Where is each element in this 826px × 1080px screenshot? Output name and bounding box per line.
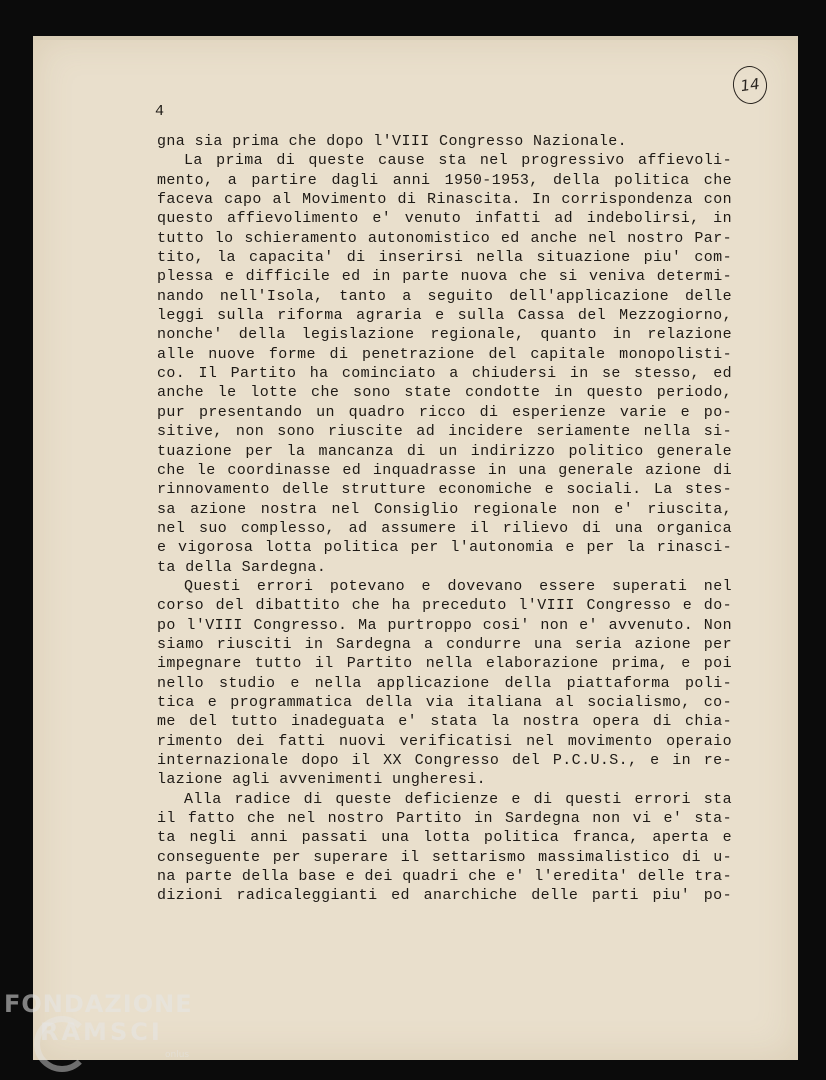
text-line: na parte della base e dei quadri che e' l'eredita' delle tra- — [157, 868, 732, 886]
text-line: leggi sulla riforma agraria e sulla Cassa del Mezzogiorno, — [157, 307, 732, 325]
text-line: nello studio e nella applicazione della piattaforma poli- — [157, 674, 732, 692]
text-line: conseguente per superare il settarismo massimalistico di u- — [157, 848, 732, 866]
text-line: e vigorosa lotta politica per l'autonomia e per la rinasci- — [157, 539, 732, 557]
text-line: impegnare tutto il Partito nella elaborazione prima, e poi — [157, 655, 732, 673]
text-line: pur presentando un quadro ricco di esperienze varie e po- — [157, 403, 732, 421]
text-line: internazionale dopo il XX Congresso del P.C.U.S., e in re- — [157, 752, 732, 769]
text-line: Questi errori potevano e dovevano essere superati nel — [184, 577, 732, 595]
text-line: tutto lo schieramento autonomistico ed anche nel nostro Par- — [157, 229, 732, 247]
body-text — [157, 132, 732, 906]
text-line: anche le lotte che sono state condotte in questo periodo, — [157, 384, 732, 402]
text-line: nel suo complesso, ad assumere il rilievo di una organica — [157, 519, 732, 537]
text-line: mento, a partire dagli anni 1950-1953, della politica che — [157, 171, 732, 189]
text-line: sitive, non sono riuscite ad incidere seriamente nella si- — [157, 423, 732, 441]
text-line: faceva capo al Movimento di Rinascita. In corrispondenza con — [157, 191, 732, 209]
text-line: questo affievolimento e' venuto infatti ad indebolirsi, in — [157, 210, 732, 228]
text-line: lazione agli avvenimenti ungheresi. — [157, 771, 487, 789]
text-line: Alla radice di queste deficienze e di questi errori sta — [184, 790, 732, 808]
watermark — [4, 992, 193, 1044]
text-line: corso del dibattito che ha preceduto l'VIII Congresso e do- — [157, 597, 732, 615]
text-line: co. Il Partito ha cominciato a chiudersi in se stesso, ed — [157, 365, 732, 383]
watermark-suffix: onlus — [165, 1050, 190, 1060]
text-line: ta della Sardegna. — [157, 558, 327, 576]
text-line: gna sia prima che dopo l'VIII Congresso Nazionale. — [157, 133, 628, 150]
text-line: dizioni radicaleggianti ed anarchiche delle parti piu' po- — [157, 887, 732, 905]
text-line: tuazione per la mancanza di un indirizzo politico generale — [157, 442, 732, 460]
text-line: plessa e difficile ed in parte nuova che si veniva determi- — [157, 268, 732, 286]
page-number: 4 — [155, 103, 165, 120]
watermark-line1: FONDAZIONE — [4, 990, 193, 1018]
text-line: il fatto che nel nostro Partito in Sardegna non vi e' sta- — [157, 810, 732, 828]
text-line: rinnovamento delle strutture economiche e sociali. La stes- — [157, 481, 732, 499]
text-line: siamo riusciti in Sardegna a condurre una seria azione per — [157, 635, 732, 653]
text-line: nando nell'Isola, tanto a seguito dell'applicazione delle — [157, 287, 732, 305]
text-line: rimento dei fatti nuovi verificatisi nel movimento operaio — [157, 732, 732, 750]
watermark-line2: RAMSCI — [40, 1018, 163, 1046]
text-line: sa azione nostra nel Consiglio regionale non e' riuscita, — [157, 500, 732, 518]
text-line: me del tutto inadeguata e' stata la nostra opera di chia- — [157, 713, 732, 731]
text-line: tito, la capacita' di inserirsi nella situazione piu' com- — [157, 249, 732, 267]
text-line: nonche' della legislazione regionale, quanto in relazione — [157, 326, 732, 344]
text-line: La prima di queste cause sta nel progressivo affievoli- — [184, 152, 732, 170]
text-line: tica e programmatica della via italiana al socialismo, co- — [157, 693, 732, 711]
text-line: che le coordinasse ed inquadrasse in una generale azione di — [157, 461, 732, 479]
text-line: po l'VIII Congresso. Ma purtroppo cosi' non e' avvenuto. Non — [157, 616, 732, 634]
text-line: ta negli anni passati una lotta politica franca, aperta e — [157, 829, 732, 847]
page-top-edge — [33, 36, 798, 40]
archive-stamp: 14 — [731, 64, 770, 106]
text-line: alle nuove forme di penetrazione del capitale monopolisti- — [157, 345, 732, 363]
